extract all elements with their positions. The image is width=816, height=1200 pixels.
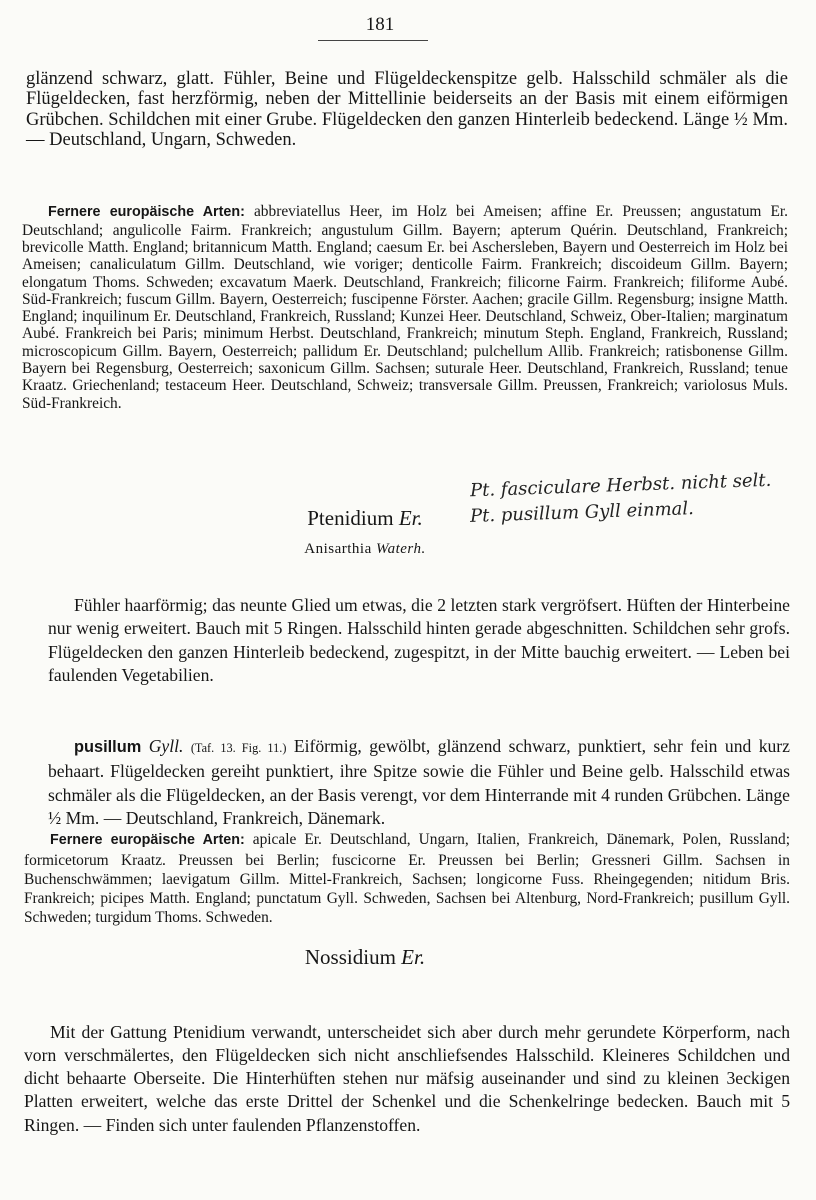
species-description: Eiförmig, gewölbt, glänzend schwarz, punktiert, sehr fein und kurz behaart. Flügeldecken gereiht punktiert, ihre Spitze sowie die Fühler und Beine gelb. Halsschild etwas schmäler als die Flügeldecken, an der Basis verengt, vor dem Hinterrande mit 4 runden Grübchen. Länge ½ Mm. — Deutschland, Frankreich, Dänemark. bbox=[48, 735, 790, 829]
handwritten-note-line-1: Pt. fasciculare Herbst. nicht selt. bbox=[469, 469, 772, 502]
further-species-text-2: apicale Er. Deutschland, Ungarn, Italien, Frankreich, Dänemark, Polen, Russland; formicetorum Kraatz. Preussen bei Berlin; fuscicorne Er. Preussen bei Berlin; Gressneri Gillm. Sachsen in Buchenschwämmen; laevigatum Gillm. Mittel-Frankreich, Sachsen; longicorne Fuss. Rheingegenden; nitidum Bris. Frankreich; picipes Matth. England; punctatum Gyll. Schweden, Sachsen bei Altenburg, Nord-Frankreich; pusillum Gyll. Schweden; turgidum Thoms. Schweden. bbox=[24, 831, 790, 927]
species-entry-pusillum bbox=[48, 735, 790, 831]
intro-paragraph: glänzend schwarz, glatt. Fühler, Beine und Flügeldeckenspitze gelb. Halsschild schmäler als die Flügeldecken, fast herzförmig, neben der Mittellinie beiderseits an der Basis mit einem eiförmigen Grübchen. Schildchen mit einer Grube. Flügeldecken den ganzen Hinterleib bedeckend. Länge ½ Mm. — Deutschland, Ungarn, Schweden. bbox=[26, 68, 788, 150]
further-species-paragraph-1 bbox=[22, 203, 788, 412]
plate-reference: (Taf. 13. Fig. 11.) bbox=[190, 740, 287, 755]
species-name: pusillum bbox=[74, 737, 142, 756]
synonym-name: Anisarthia bbox=[304, 541, 372, 557]
further-species-heading-1: Fernere europäische Arten: bbox=[48, 204, 245, 221]
genus-author: Er. bbox=[398, 506, 423, 530]
page-number-rule bbox=[318, 40, 428, 41]
genus-name: Ptenidium bbox=[307, 506, 394, 530]
species-author: Gyll. bbox=[148, 735, 184, 756]
handwritten-note-line-2: Pt. pusillum Gyll einmal. bbox=[469, 498, 695, 527]
further-species-text-1: abbreviatellus Heer, im Holz bei Ameisen; affine Er. Preussen; angustatum Er. Deutschland; angulicolle Fairm. Frankreich; angustulum Gillm. Bayern; apterum Quérin. Deutschland, Frankreich; brevicolle Matth. England; britannicum Matth. England; caesum Er. bei Aschersleben, Bayern und Oesterreich im Holz bei Ameisen; canaliculatum Gillm. Deutschland, wie voriger; denticolle Fairm. Frankreich; discoideum Gillm. Bayern; elongatum Thoms. Schweden; excavatum Maerk. Deutschland, Frankreich; filicorne Fairm. Frankreich; filiforme Aubé. Süd-Frankreich; fuscum Gillm. Bayern, Oesterreich; fuscipenne Förster. Aachen; gracile Gillm. Regensburg; insigne Matth. England; inquilinum Er. Deutschland, Frankreich, Russland; Kunzei Heer. Deutschland, Schweiz, Ober-Italien; marginatum Aubé. Frankreich bei Paris; minimum Herbst. Deutschland, Frankreich; minutum Steph. England, Frankreich, Russland; microscopicum Gillm. Bayern, Oesterreich; pallidum Er. Deutschland; pulchellum Allib. Frankreich; ratisbonense Gillm. Bayern bei Regensburg, Oesterreich; saxonicum Gillm. Sachsen; suturale Heer. Deutschland, Frankreich, Russland; tenue Kraatz. Griechenland; testaceum Heer. Deutschland, Schweiz; transversale Gillm. Preussen, Frankreich; variolosus Muls. Süd-Frankreich. bbox=[22, 203, 788, 412]
genus-heading-nossidium bbox=[230, 945, 500, 970]
further-species-paragraph-2 bbox=[24, 830, 790, 927]
genus-description-nossidium: Mit der Gattung Ptenidium verwandt, unterscheidet sich aber durch mehr gerundete Körperform, nach vorn verschmälertes, den Flügeldecken sich nicht anschliefsendes Halsschild. Kleineres Schildchen und dicht behaarte Oberseite. Die Hinterhüften stehen nur mäfsig auseinander und sind zu kleinen 3eckigen Platten erweitert, welche das erste Drittel der Schenkel und die Schenkelringe bedecken. Bauch mit 5 Ringen. — Finden sich unter faulenden Pflanzenstoffen. bbox=[24, 1021, 790, 1135]
synonym-author: Waterh. bbox=[375, 541, 426, 557]
genus-synonym bbox=[230, 541, 500, 558]
genus-name: Nossidium bbox=[304, 945, 396, 969]
further-species-heading-2: Fernere europäische Arten: bbox=[50, 832, 245, 849]
genus-heading-ptenidium bbox=[230, 506, 500, 531]
genus-description-ptenidium: Fühler haarförmig; das neunte Glied um etwas, die 2 letzten stark vergröfsert. Hüften der Hinterbeine nur wenig erweitert. Bauch mit 5 Ringen. Halsschild hinten gerade abgeschnitten. Schildchen sehr grofs. Flügeldecken den ganzen Hinterleib bedeckend, zugespitzt, in der Mitte bauchig erweitert. — Leben bei faulenden Vegetabilien. bbox=[48, 594, 790, 686]
page-number: 181 bbox=[365, 14, 395, 35]
genus-author: Er. bbox=[401, 945, 426, 969]
